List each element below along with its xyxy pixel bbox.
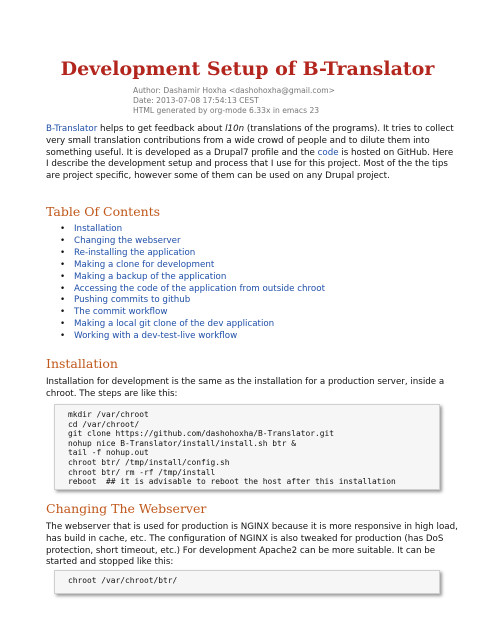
toc-item: [60, 284, 325, 296]
code-link[interactable]: code: [317, 147, 339, 158]
toc-list: [60, 224, 325, 343]
toc-item: [60, 260, 325, 272]
webserver-code-block: [54, 570, 440, 594]
meta-date: Date: 2013-07-08 17:54:13 CEST: [133, 96, 259, 105]
toc-link-local-git-clone[interactable]: Making a local git clone of the dev application: [74, 319, 275, 330]
meta-generator: HTML generated by org-mode 6.33x in emacs 23: [133, 106, 320, 115]
toc-link-dev-test-live[interactable]: Working with a dev-test-live workflow: [74, 331, 238, 342]
toc-item: [60, 224, 325, 236]
toc-link-reinstalling[interactable]: Re-installing the application: [74, 247, 196, 258]
intro-text-3: is hosted on GitHub. Here I describe the development setup and process that I use for this project. Most of the the tips are project specific, however some of them can be used on any Drupal project.: [46, 147, 454, 182]
intro-l10n: l10n: [225, 124, 245, 134]
installation-code-block: [54, 404, 440, 490]
meta-author: Author: Dashamir Hoxha <dashohoxha@gmail.com>: [133, 86, 335, 95]
toc-heading: Table Of Contents: [46, 204, 161, 219]
document-meta: [133, 86, 335, 116]
installation-heading: Installation: [46, 356, 118, 371]
toc-link-pushing-commits[interactable]: Pushing commits to github: [74, 295, 191, 306]
intro-paragraph: [46, 124, 456, 183]
intro-text-1: helps to get feedback about: [97, 124, 226, 134]
webserver-text: The webserver that is used for production is NGINX because it is more responsive in high load, has build in cache, etc. The configuration of NGINX is also tweaked for production (has DoS protection, short timeout, etc.) For development Apache2 can be more suitable. It can be started and stopped like this:: [46, 522, 458, 568]
webserver-code: chroot /var/chroot/btr/: [68, 576, 178, 585]
toc-item: [60, 331, 325, 343]
toc-link-changing-webserver[interactable]: Changing the webserver: [74, 235, 181, 246]
installation-text: Installation for development is the same as the installation for a production server, inside a chroot. The steps are like this:: [46, 377, 445, 399]
webserver-heading: Changing The Webserver: [46, 501, 207, 516]
toc-item: [60, 248, 325, 260]
intro-text-2: (translations of the programs). It tries to collect very small translation contributions from a wide crowd of people and to dilute them into something useful. It is developed as a Drupal7 profile and the: [46, 124, 454, 158]
toc-item: [60, 295, 325, 307]
toc-item: [60, 272, 325, 284]
toc-link-clone[interactable]: Making a clone for development: [74, 259, 215, 270]
toc-item: [60, 236, 325, 248]
toc-item: [60, 307, 325, 319]
toc-link-backup[interactable]: Making a backup of the application: [74, 271, 227, 282]
toc-item: [60, 319, 325, 331]
installation-code: mkdir /var/chroot cd /var/chroot/ git clone https://github.com/dashohoxha/B-Translator.git nohup nice B-Translator/install/install.sh btr & tail -f nohup.out chroot btr/ /tmp/install/config.sh chroot btr/ rm -rf /tmp/install reboot ## it is advisable to reboot the host after this installation: [68, 410, 396, 487]
toc-link-accessing-code[interactable]: Accessing the code of the application from outside chroot: [74, 283, 325, 294]
toc-link-commit-workflow[interactable]: The commit workflow: [74, 307, 168, 318]
toc-link-installation[interactable]: Installation: [74, 224, 123, 234]
page-title: Development Setup of B-Translator: [60, 58, 435, 80]
b-translator-link[interactable]: B-Translator: [46, 124, 98, 134]
